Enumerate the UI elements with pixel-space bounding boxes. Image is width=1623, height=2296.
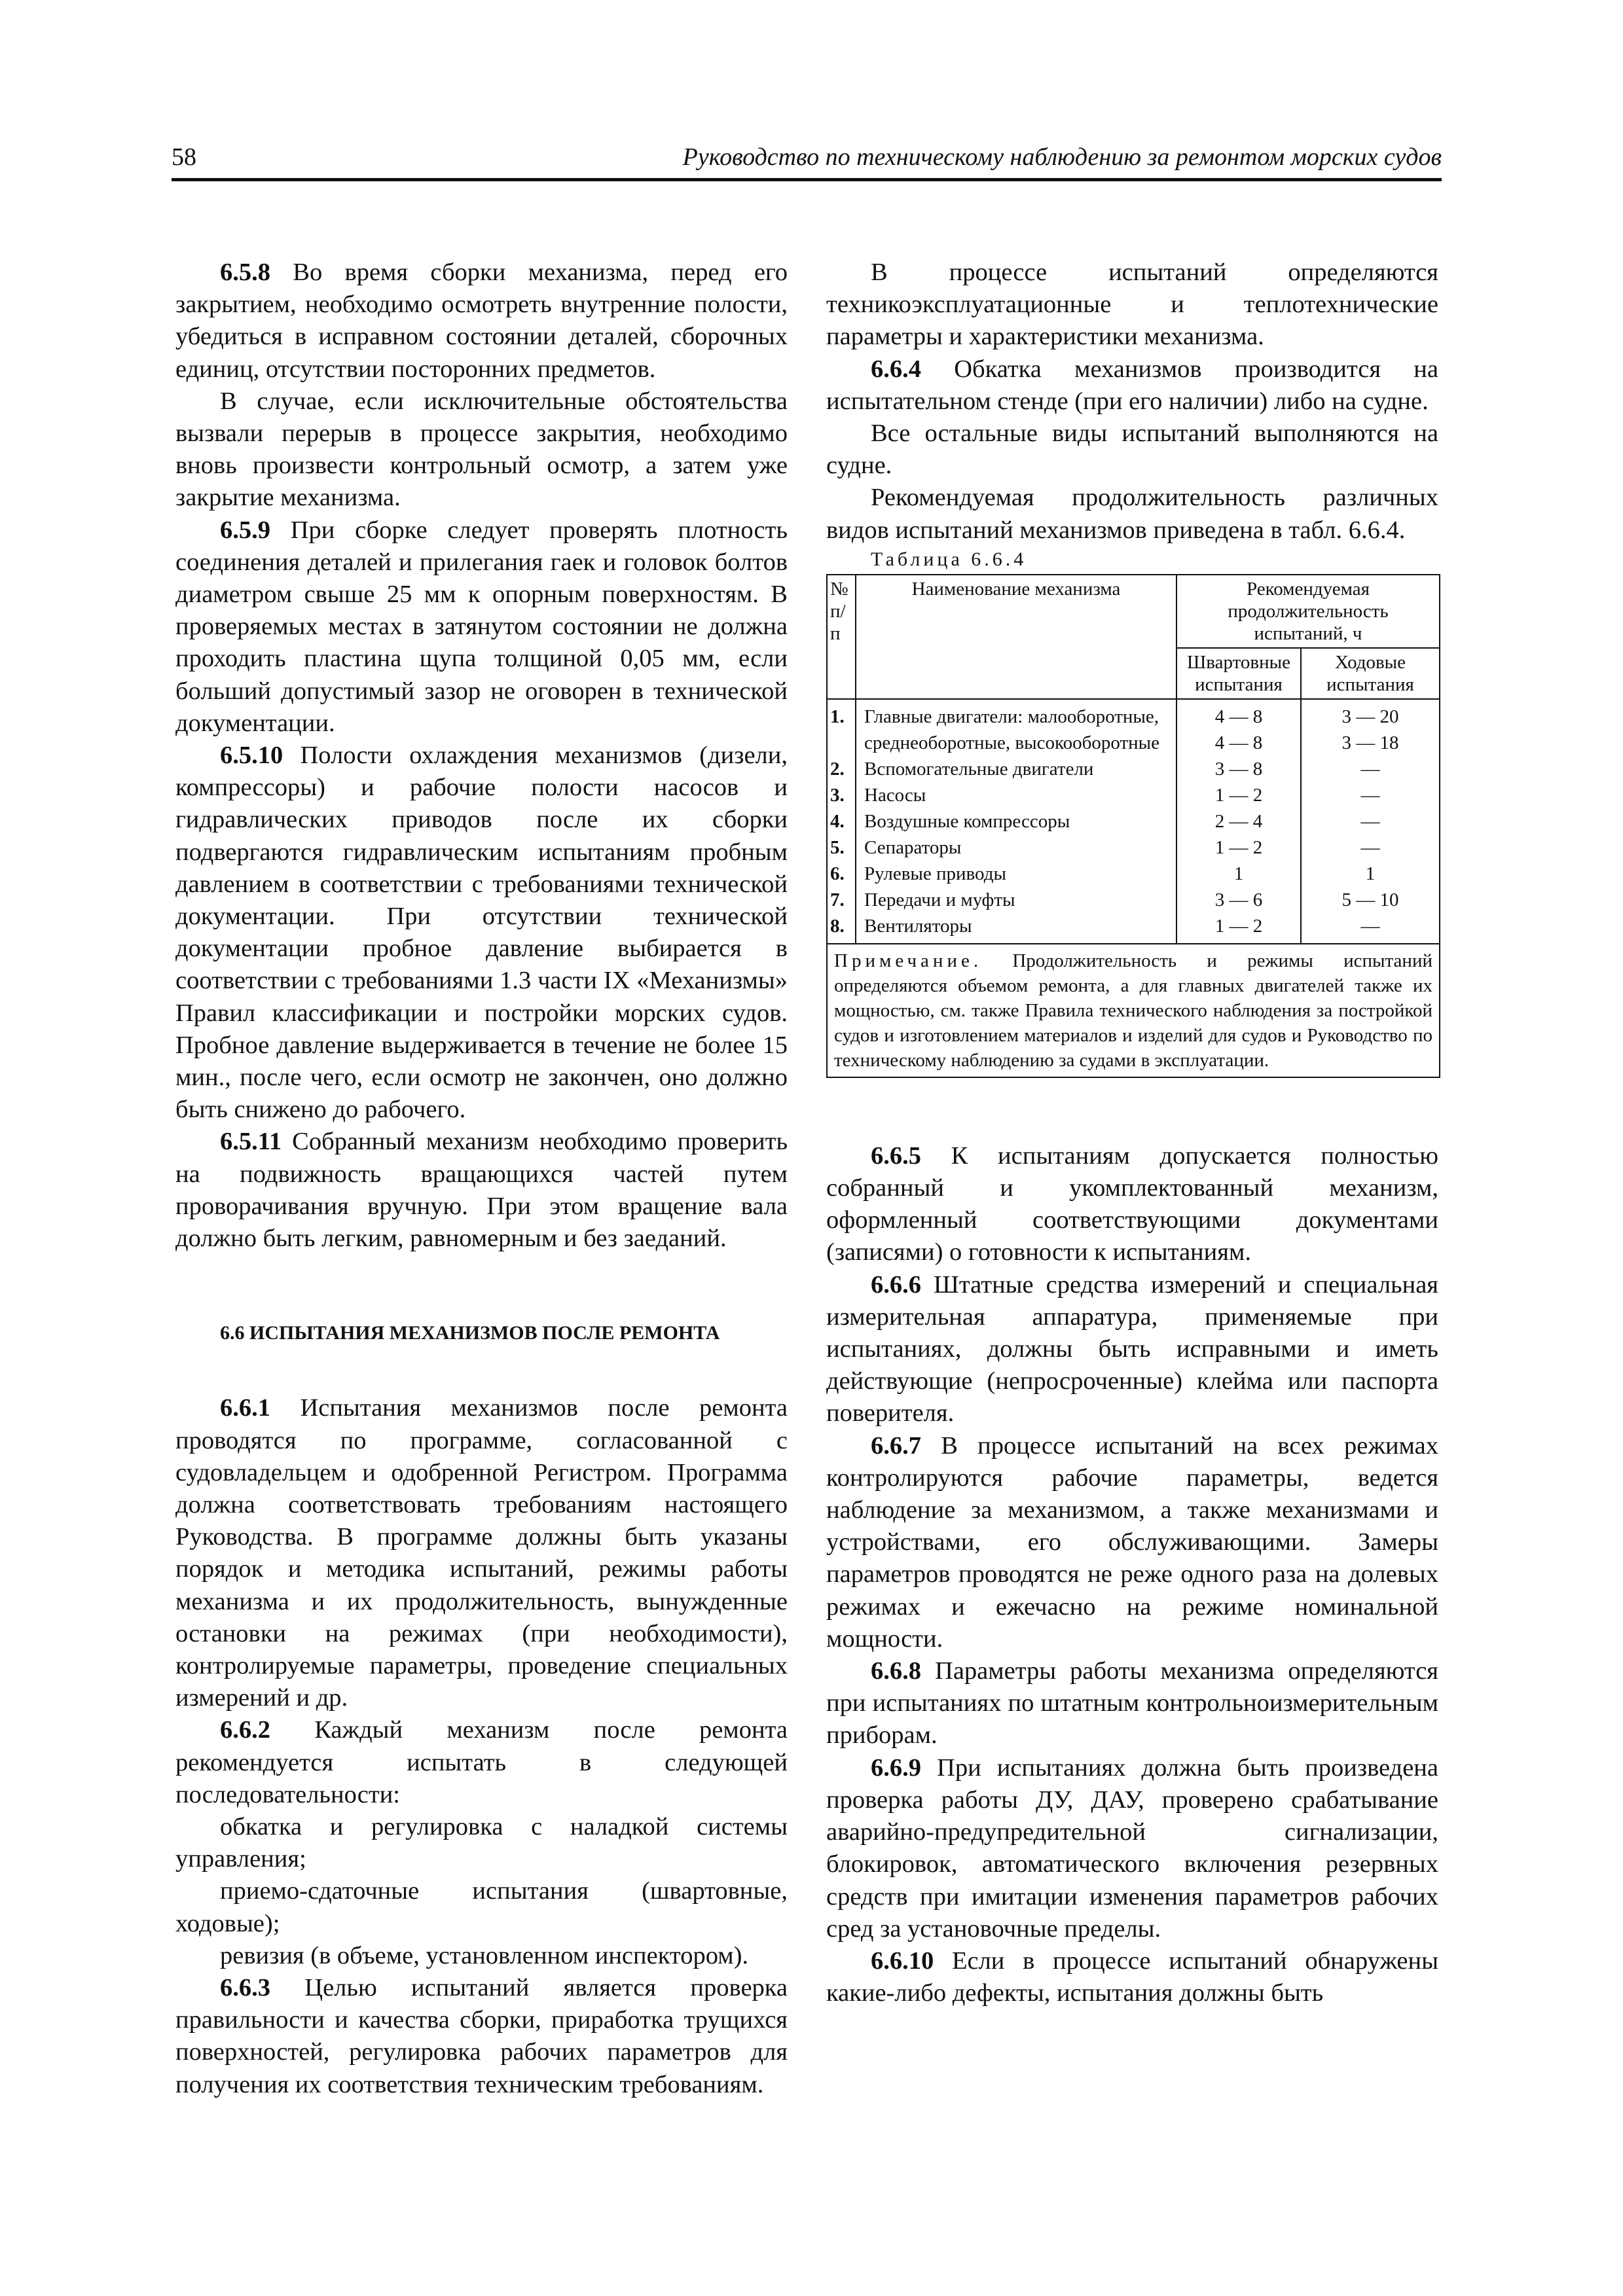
list-item: приемо-сдаточные испытания (швартовные, ходовые); [175, 1877, 788, 1937]
duration-table [826, 574, 1440, 1078]
paragraph-6-6-4: 6.6.4 Обкатка механизмов производится на испытательном стенде (при его наличии) либо на судне. [826, 355, 1438, 415]
paragraph-6-5-9: 6.5.9 При сборке следует проверять плотность соединения деталей и прилегания гаек и головок болтов диаметром свыше 25 мм к опорным поверхностям. В проверяемых местах в затянутом состоянии не должна проходить пластина щупа толщиной 0,05 мм, если больший допустимый зазор не оговорен в технической документации. [175, 516, 788, 737]
paragraph-6-5-10: 6.5.10 Полости охлаждения механизмов (дизели, компрессоры) и рабочие полости насосов и гидравлических приводов после их сборки подвергаются гидравлическим испытаниям пробным давлением в соответствии с требованиями технической документации. При отсутствии технической документации пробное давление выбирается в соответствии с требованиями 1.3 части IX «Механизмы» Правил классификации и постройки морских судов. Пробное давление выдерживается в течение не более 15 мин., после чего, если осмотр не закончен, оно должно быть снижено до рабочего. [175, 742, 788, 1124]
table-row: 8. Вентиляторы 1 — 2 — [827, 913, 1440, 944]
right-column [826, 257, 1438, 2009]
paragraph-6-6-7: 6.6.7 В процессе испытаний на всех режимах контролируются рабочие параметры, ведется наблюдение за механизмом, а также механизмами и устройствами, его обслуживающими. Замеры параметров проводятся не реже одного раза на долевых режимах и ежечасно на режиме номинальной мощности. [826, 1431, 1438, 1653]
running-title: Руководство по техническому наблюдению за ремонтом морских судов [682, 143, 1442, 171]
paragraph-6-6-8: 6.6.8 Параметры работы механизма определяются при испытаниях по штатным контрольноизмерительным приборам. [826, 1657, 1438, 1749]
list-item: ревизия (в объеме, установленном инспектором). [220, 1941, 749, 1969]
paragraph-6-5-11: 6.5.11 Собранный механизм необходимо проверить на подвижность вращающихся частей путем проворачивания вручную. При этом вращение вала должно быть легким, равномерным и без заеданий. [175, 1128, 788, 1253]
table-row: 1. Главные двигатели: малооборотные, 4 — 8 3 — 20 [827, 699, 1440, 730]
header-rule [172, 178, 1442, 181]
paragraph-6-6-4-cont: Все остальные виды испытаний выполняются на судне. [826, 420, 1438, 480]
paragraph-6-6-2: 6.6.2 Каждый механизм после ремонта рекомендуется испытать в следующей последовательности: [175, 1716, 788, 1808]
paragraph-6-6-3: 6.6.3 Целью испытаний является проверка правильности и качества сборки, приработка трущихся поверхностей, регулировка рабочих параметров для получения их соответствия техническим требованиям. [175, 1973, 788, 2098]
list-item: обкатка и регулировка с наладкой системы управления; [175, 1812, 788, 1873]
table-header-num: № п/ п [827, 575, 856, 699]
paragraph-6-5-8: 6.5.8 Во время сборки механизма, перед его закрытием, необходимо осмотреть внутренние полости, убедиться в исправном состоянии деталей, сборочных единиц, отсутствии посторонних предметов. [175, 259, 788, 383]
table-header-name: Наименование механизма [856, 575, 1176, 699]
page-number: 58 [172, 143, 196, 171]
table-caption: Таблица 6.6.4 [871, 548, 1027, 570]
paragraph-6-6-4-ref: Рекомендуемая продолжительность различных видов испытаний механизмов приведена в табл. 6.6.4. [826, 484, 1438, 544]
page-header [172, 143, 1442, 179]
table-row: 4. Воздушные компрессоры 2 — 4 — [827, 808, 1440, 834]
table-header-duration: Рекомендуемая продолжительность испытаний, ч [1176, 575, 1440, 648]
table-row: 5. Сепараторы 1 — 2 — [827, 834, 1440, 861]
paragraph-6-6-9: 6.6.9 При испытаниях должна быть произведена проверка работы ДУ, ДАУ, проверено срабатывание аварийно-предупредительной сигнализации, блокировок, автоматического включения резервных средств при имитации изменения параметров рабочих сред за установочные пределы. [826, 1753, 1438, 1943]
table-row: 3. Насосы 1 — 2 — [827, 782, 1440, 808]
table-header-sea: Ходовые испытания [1301, 648, 1440, 699]
paragraph-6-6-3-cont: В процессе испытаний определяются техникоэксплуатационные и теплотехнические параметры и характеристики механизма. [826, 259, 1438, 351]
table-note-row [827, 944, 1440, 1077]
table-row: 2. Вспомогательные двигатели 3 — 8 — [827, 756, 1440, 782]
left-column [175, 257, 788, 2101]
paragraph-6-6-10: 6.6.10 Если в процессе испытаний обнаружены какие-либо дефекты, испытания должны быть [826, 1946, 1438, 2007]
table-row: 7. Передачи и муфты 3 — 6 5 — 10 [827, 887, 1440, 913]
section-title: 6.6 ИСПЫТАНИЯ МЕХАНИЗМОВ ПОСЛЕ РЕМОНТА [220, 1322, 720, 1344]
paragraph-6-6-6: 6.6.6 Штатные средства измерений и специальная измерительная аппаратура, применяемые при испытаниях, должны быть исправными и иметь действующие (непросроченные) клейма или паспорта поверителя. [826, 1270, 1438, 1427]
paragraph-6-5-8-cont: В случае, если исключительные обстоятельства вызвали перерыв в процессе закрытия, необходимо вновь произвести контрольный осмотр, а затем уже закрытие механизма. [175, 387, 788, 512]
table-row: 6. Рулевые приводы 1 1 [827, 861, 1440, 887]
paragraph-6-6-1: 6.6.1 Испытания механизмов после ремонта проводятся по программе, согласованной с судовладельцем и одобренной Регистром. Программа должна соответствовать требованиям настоящего Руководства. В программе должны быть указаны порядок и методика испытаний, режимы работы механизма и их продолжительность, вынужденные остановки на режимах (при необходимости), контролируемые параметры, проведение специальных измерений и др. [175, 1394, 788, 1712]
table-header-mooring: Швартовные испытания [1176, 648, 1301, 699]
paragraph-6-6-5: 6.6.5 К испытаниям допускается полностью собранный и укомплектованный механизм, оформленный соответствующими документами (записями) о готовности к испытаниям. [826, 1141, 1438, 1266]
table-note: Примечание. Продолжительность и режимы испытаний определяются объемом ремонта, а для главных двигателей также их мощностью, см. также Правила технического наблюдения за постройкой судов и изготовлением материалов и изделий для судов и Руководство по техническому наблюдению за судами в эксплуатации. [827, 944, 1440, 1077]
table-row: среднеоборотные, высокооборотные 4 — 8 3 — 18 [827, 730, 1440, 756]
